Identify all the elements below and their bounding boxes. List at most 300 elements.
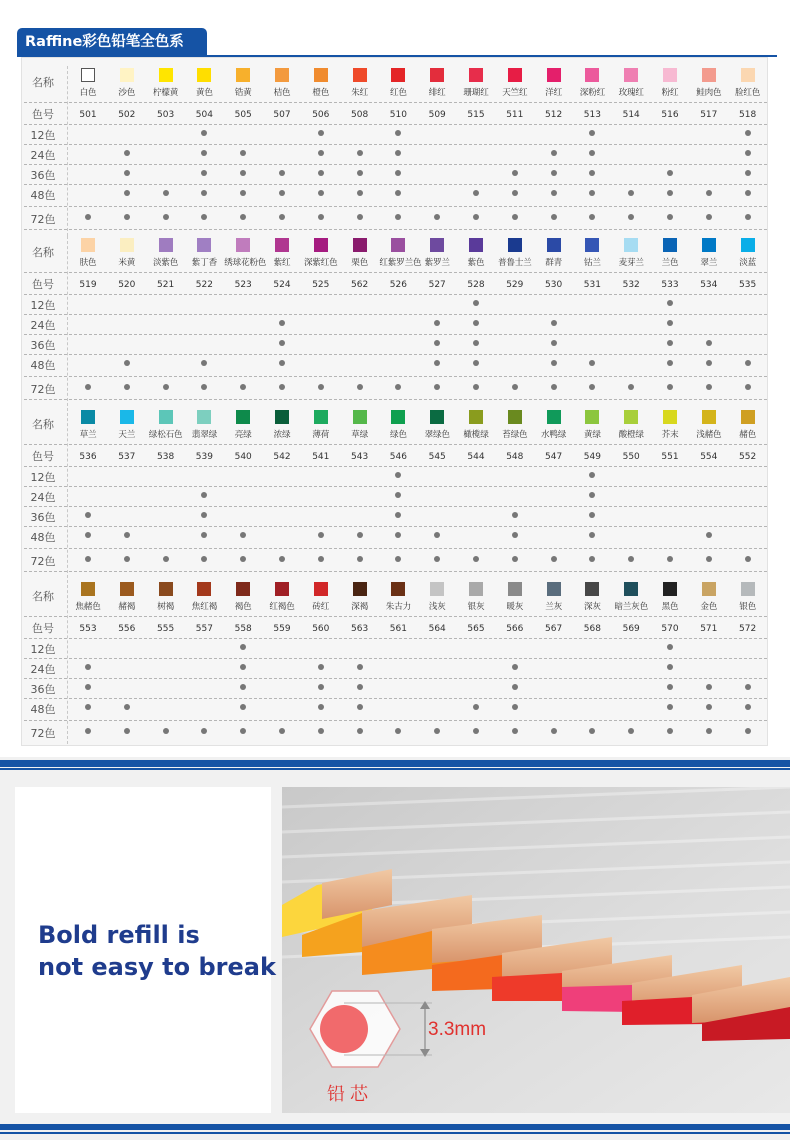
set-inclusion-dot [512,556,518,562]
color-code: 563 [351,624,369,634]
color-swatch [197,68,211,82]
color-name: 洋红 [545,88,562,98]
set-inclusion-dot [279,728,285,734]
color-code: 502 [118,110,136,120]
color-swatch [236,68,250,82]
color-swatch [353,238,367,252]
color-swatch [81,582,95,596]
set-inclusion-dot [357,728,363,734]
color-name: 脸红色 [735,88,761,98]
color-name: 草兰 [79,430,97,440]
color-name: 深紫红色 [304,258,338,268]
color-name: 橄榄绿 [463,430,489,440]
color-code: 549 [583,452,601,462]
color-code: 508 [351,110,369,120]
row-label-set: 12色 [30,471,56,484]
set-inclusion-dot [318,532,324,538]
color-code: 567 [545,624,563,634]
color-name: 淡紫色 [153,258,179,268]
color-swatch [197,238,211,252]
color-name: 群青 [545,258,562,268]
grid-line [24,272,767,273]
set-inclusion-dot [745,130,751,136]
color-name: 橙色 [312,88,330,98]
color-name: 薄荷 [312,430,330,440]
color-name: 紫丁香 [191,258,217,268]
color-swatch [314,68,328,82]
set-inclusion-dot [85,664,91,670]
set-inclusion-dot [163,190,169,196]
set-inclusion-dot [473,384,479,390]
grid-line [24,571,767,572]
color-code: 542 [273,452,291,462]
row-label-set: 48色 [30,531,56,544]
color-swatch [741,410,755,424]
set-inclusion-dot [667,170,673,176]
color-code: 506 [312,110,330,120]
row-label-set: 24色 [30,149,56,162]
set-inclusion-dot [473,340,479,346]
set-inclusion-dot [551,360,557,366]
set-inclusion-dot [318,384,324,390]
grid-line [24,164,767,165]
color-name: 黑色 [661,602,679,612]
set-inclusion-dot [473,704,479,710]
set-inclusion-dot [124,190,130,196]
color-code: 521 [157,280,175,290]
color-name: 钴兰 [583,258,601,268]
divider-bar [0,760,790,767]
set-inclusion-dot [512,384,518,390]
color-code: 544 [467,452,485,462]
set-inclusion-dot [318,214,324,220]
set-inclusion-dot [357,556,363,562]
color-swatch [469,582,483,596]
set-inclusion-dot [473,320,479,326]
color-name: 绣球花粉色 [224,258,267,268]
color-swatch [81,410,95,424]
row-label-code: 色号 [32,278,54,291]
color-name: 绿松石色 [148,430,183,440]
color-swatch [353,582,367,596]
color-swatch [275,410,289,424]
set-inclusion-dot [551,728,557,734]
set-inclusion-dot [85,684,91,690]
color-name: 普鲁士兰 [498,258,532,268]
color-swatch [663,238,677,252]
set-inclusion-dot [318,190,324,196]
set-inclusion-dot [745,704,751,710]
color-swatch [741,238,755,252]
diameter-label: 3.3mm [428,1019,487,1040]
color-swatch [391,238,405,252]
color-code: 568 [583,624,601,634]
color-swatch [430,410,444,424]
set-inclusion-dot [512,532,518,538]
color-name: 焦红褐 [191,602,217,612]
color-code: 548 [506,452,524,462]
color-swatch [314,238,328,252]
set-inclusion-dot [706,190,712,196]
color-code: 512 [545,110,563,120]
color-code: 527 [428,280,446,290]
set-inclusion-dot [551,190,557,196]
color-name: 红紫罗兰色 [379,258,422,268]
color-name: 鲑肉色 [696,88,722,98]
grid-line [24,526,767,527]
color-swatch [236,410,250,424]
color-swatch [314,410,328,424]
row-label-set: 24色 [30,319,56,332]
color-name: 褐色 [234,602,252,612]
color-swatch [469,410,483,424]
set-inclusion-dot [318,556,324,562]
color-name: 麦芽兰 [618,258,644,268]
set-inclusion-dot [163,384,169,390]
color-name: 银灰 [467,602,485,612]
color-name: 兰灰 [545,602,562,612]
set-inclusion-dot [512,728,518,734]
color-name: 浅灰 [428,602,446,612]
grid-line [24,206,767,207]
color-swatch [159,582,173,596]
color-name: 紫红 [273,258,291,268]
set-inclusion-dot [512,512,518,518]
color-code: 564 [428,624,446,634]
color-swatch [702,582,716,596]
color-code: 518 [739,110,757,120]
set-inclusion-dot [512,704,518,710]
set-inclusion-dot [667,728,673,734]
set-inclusion-dot [357,704,363,710]
set-inclusion-dot [357,384,363,390]
set-inclusion-dot [279,340,285,346]
set-inclusion-dot [473,300,479,306]
set-inclusion-dot [667,320,673,326]
grid-line [24,334,767,335]
row-label-set: 48色 [30,703,56,716]
set-inclusion-dot [551,340,557,346]
color-name: 沙色 [118,88,136,98]
color-name: 亮绿 [234,430,252,440]
color-swatch [547,68,561,82]
set-inclusion-dot [124,704,130,710]
row-label-set: 36色 [30,339,56,352]
set-inclusion-dot [85,384,91,390]
color-name: 粉红 [661,88,679,98]
color-swatch [197,582,211,596]
color-name: 栗色 [351,258,368,268]
slogan-line-1: Bold refill is [38,921,200,949]
grid-line [24,376,767,377]
set-inclusion-dot [706,704,712,710]
set-inclusion-dot [279,320,285,326]
set-inclusion-dot [85,728,91,734]
grid-line [24,294,767,295]
set-inclusion-dot [85,532,91,538]
color-swatch [391,410,405,424]
color-code: 551 [661,452,679,462]
color-name: 绯红 [428,88,446,98]
color-swatch [275,238,289,252]
set-inclusion-dot [124,214,130,220]
set-inclusion-dot [279,214,285,220]
color-swatch [197,410,211,424]
color-swatch [236,238,250,252]
row-label-set: 12色 [30,129,56,142]
color-name: 暖灰 [506,602,524,612]
color-swatch [81,68,95,82]
color-code: 557 [195,624,213,634]
color-code: 571 [700,624,718,634]
set-inclusion-dot [667,556,673,562]
color-name: 天竺红 [502,88,528,98]
color-swatch [120,410,134,424]
color-swatch [741,68,755,82]
set-inclusion-dot [473,556,479,562]
row-label-name: 名称 [32,418,54,431]
grid-line [24,720,767,721]
color-name: 绿色 [389,430,407,440]
grid-line [24,144,767,145]
color-name: 红色 [389,88,407,98]
label-column-separator [67,408,68,578]
color-swatch [508,582,522,596]
set-inclusion-dot [124,384,130,390]
color-swatch [547,582,561,596]
grid-line [24,124,767,125]
color-name: 草绿 [351,430,368,440]
color-code: 505 [234,110,252,120]
set-inclusion-dot [667,340,673,346]
color-code: 536 [79,452,97,462]
color-code: 545 [428,452,446,462]
color-swatch [430,238,444,252]
color-code: 534 [700,280,718,290]
set-inclusion-dot [124,728,130,734]
footer-line [0,1132,790,1134]
color-swatch [741,582,755,596]
set-inclusion-dot [551,150,557,156]
set-inclusion-dot [357,214,363,220]
grid-line [24,678,767,679]
color-swatch [663,68,677,82]
color-name: 酸橙绿 [618,430,644,440]
color-swatch [469,238,483,252]
set-inclusion-dot [667,300,673,306]
color-code: 556 [118,624,136,634]
set-inclusion-dot [279,384,285,390]
color-name: 白色 [79,88,97,98]
color-swatch [663,582,677,596]
row-label-set: 36色 [30,169,56,182]
color-swatch [275,68,289,82]
color-swatch [314,582,328,596]
set-inclusion-dot [667,704,673,710]
set-inclusion-dot [667,190,673,196]
set-inclusion-dot [279,190,285,196]
color-code: 507 [273,110,291,120]
color-code: 522 [195,280,213,290]
set-inclusion-dot [473,214,479,220]
color-swatch [508,68,522,82]
set-inclusion-dot [551,384,557,390]
grid-line [24,698,767,699]
color-name: 砖红 [312,602,330,612]
set-inclusion-dot [357,170,363,176]
color-swatch [585,582,599,596]
set-inclusion-dot [667,664,673,670]
grid-line [24,102,767,103]
set-inclusion-dot [745,728,751,734]
set-inclusion-dot [667,644,673,650]
color-code: 528 [467,280,485,290]
color-code: 520 [118,280,136,290]
set-inclusion-dot [512,170,518,176]
set-inclusion-dot [357,150,363,156]
row-label-set: 72色 [30,727,56,740]
color-name: 翡翠绿 [191,430,217,440]
row-label-name: 名称 [32,76,54,89]
color-swatch [508,410,522,424]
color-code: 562 [351,280,369,290]
color-code: 572 [739,624,757,634]
set-inclusion-dot [279,170,285,176]
color-swatch [547,238,561,252]
row-label-set: 24色 [30,491,56,504]
set-inclusion-dot [124,532,130,538]
color-swatch [585,68,599,82]
set-inclusion-dot [279,360,285,366]
color-swatch [547,410,561,424]
color-code: 540 [234,452,252,462]
color-code: 535 [739,280,757,290]
label-column-separator [67,66,68,236]
color-name: 深褐 [351,602,368,612]
color-name: 深灰 [583,602,601,612]
row-label-set: 24色 [30,663,56,676]
set-inclusion-dot [357,684,363,690]
color-code: 525 [312,280,330,290]
set-inclusion-dot [318,684,324,690]
color-swatch [236,582,250,596]
color-swatch [391,68,405,82]
set-inclusion-dot [745,384,751,390]
color-name: 朱红 [351,88,368,98]
color-swatch [624,238,638,252]
color-code: 509 [428,110,446,120]
color-code: 532 [622,280,640,290]
set-inclusion-dot [551,170,557,176]
color-name: 米黄 [118,258,136,268]
color-code: 514 [622,110,640,120]
color-code: 516 [661,110,679,120]
color-code: 504 [195,110,213,120]
color-code: 515 [467,110,485,120]
set-inclusion-dot [124,360,130,366]
color-name: 苔绿色 [502,430,528,440]
color-code: 569 [622,624,640,634]
grid-line [24,184,767,185]
grid-line [24,638,767,639]
set-inclusion-dot [473,190,479,196]
color-name: 天兰 [118,430,136,440]
color-name: 紫色 [467,258,485,268]
color-swatch [624,582,638,596]
color-name: 翠兰 [700,258,718,268]
color-name: 焦赭色 [75,602,101,612]
color-code: 566 [506,624,524,634]
set-inclusion-dot [667,360,673,366]
color-name: 银色 [739,602,756,612]
set-inclusion-dot [706,556,712,562]
set-inclusion-dot [512,664,518,670]
set-inclusion-dot [706,532,712,538]
set-inclusion-dot [318,664,324,670]
color-code: 543 [351,452,369,462]
color-name: 柠檬黄 [153,88,179,98]
row-label-set: 72色 [30,213,56,226]
color-swatch [702,238,716,252]
color-swatch [624,68,638,82]
color-swatch [430,582,444,596]
color-swatch [430,68,444,82]
pencil-photo [282,787,790,1113]
color-name: 珊瑚红 [463,88,489,98]
color-swatch [353,68,367,82]
color-chart-panel [21,57,768,746]
color-name: 桔色 [273,88,291,98]
set-inclusion-dot [357,532,363,538]
grid-line [24,354,767,355]
color-code: 531 [583,280,601,290]
color-code: 560 [312,624,330,634]
color-code: 538 [157,452,175,462]
color-code: 501 [79,110,97,120]
color-name: 黄绿 [583,430,601,440]
set-inclusion-dot [357,190,363,196]
divider-line [0,768,790,770]
set-inclusion-dot [318,170,324,176]
grid-line [24,399,767,400]
color-name: 金色 [700,602,718,612]
color-code: 554 [700,452,718,462]
row-label-set: 36色 [30,683,56,696]
color-name: 浅赭色 [696,430,722,440]
color-swatch [275,582,289,596]
set-inclusion-dot [85,704,91,710]
color-name: 树褐 [157,602,174,612]
color-swatch [702,410,716,424]
color-swatch [120,68,134,82]
row-label-name: 名称 [32,590,54,603]
set-inclusion-dot [473,360,479,366]
grid-line [24,548,767,549]
color-code: 517 [700,110,718,120]
set-inclusion-dot [745,556,751,562]
row-label-set: 36色 [30,511,56,524]
color-code: 510 [389,110,407,120]
row-label-code: 色号 [32,108,54,121]
set-inclusion-dot [706,384,712,390]
color-name: 水鸭绿 [541,430,567,440]
grid-line [24,658,767,659]
color-swatch [508,238,522,252]
color-swatch [624,410,638,424]
set-inclusion-dot [706,728,712,734]
label-column-separator [67,236,68,406]
set-inclusion-dot [512,190,518,196]
